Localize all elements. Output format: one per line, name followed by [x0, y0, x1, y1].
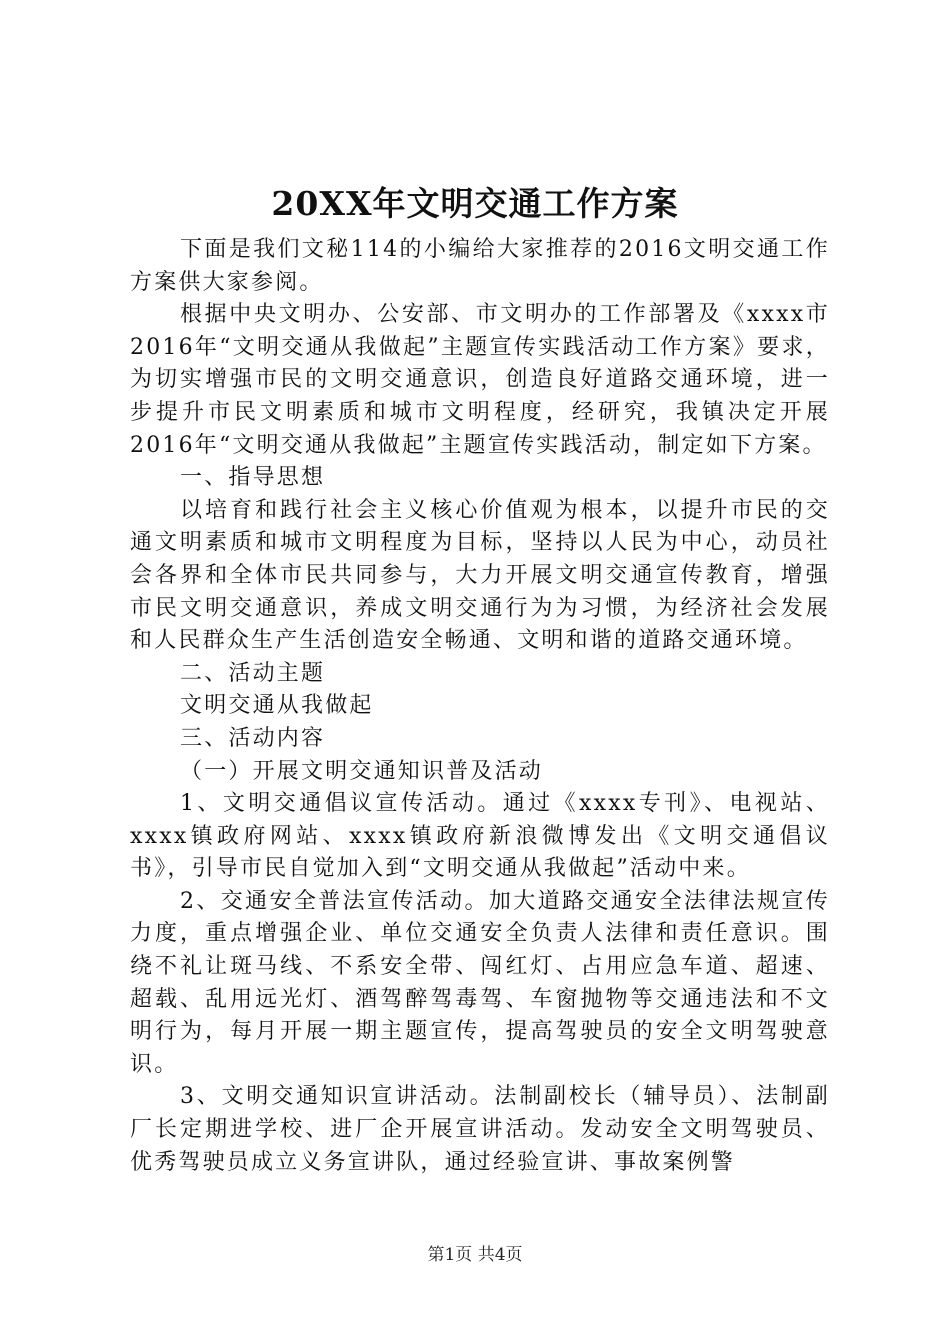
section-heading-guiding-ideology: 一、指导思想	[180, 465, 326, 491]
paragraph-guiding-ideology: 以培育和践行社会主义核心价值观为根本，以提升市民的交通文明素质和城市文明程度为目标，坚持以人民为中心，动员社会各界和全体市民共同参与，大力开展文明交通宣传教育，增强市民文明交通意识，养成文明交通行为为习惯，为经济社会发展和人民群众生产生活创造安全畅通、文明和谐的道路交通环境。	[130, 497, 830, 654]
section-heading-activity-content: 三、活动内容	[180, 725, 326, 751]
subsection-heading-knowledge: （一）开展文明交通知识普及活动	[180, 758, 544, 784]
page-footer: 第1页 共4页	[427, 1245, 523, 1265]
paragraph-background: 根据中央文明办、公安部、市文明办的工作部署及《xxxx市2016年“文明交通从我做起”主题宣传实践活动工作方案》要求，为切实增强市民的文明交通意识，创造良好道路交通环境，进一步提升市民文明素质和城市文明程度，经研究，我镇决定开展2016年“文明交通从我做起”主题宣传实践活动，制定如下方案。	[130, 302, 830, 458]
document-body	[130, 234, 830, 1179]
paragraph-intro: 下面是我们文秘114的小编给大家推荐的2016文明交通工作方案供大家参阅。	[130, 237, 830, 295]
section-heading-activity-theme: 二、活动主题	[180, 660, 326, 686]
document-title: 20XX年文明交通工作方案	[271, 184, 679, 223]
paragraph-activity-theme: 文明交通从我做起	[180, 693, 374, 719]
paragraph-item-2: 2、交通安全普法宣传活动。加大道路交通安全法律法规宣传力度，重点增强企业、单位交通安全负责人法律和责任意识。围绕不礼让斑马线、不系安全带、闯红灯、占用应急车道、超速、超载、乱用远光灯、酒驾醉驾毒驾、车窗抛物等交通违法和不文明行为，每月开展一期主题宣传，提高驾驶员的安全文明驾驶意识。	[130, 888, 830, 1077]
paragraph-item-1: 1、文明交通倡议宣传活动。通过《xxxx专刊》、电视站、xxxx镇政府网站、xxxx镇政府新浪微博发出《文明交通倡议书》，引导市民自觉加入到“文明交通从我做起”活动中来。	[130, 791, 830, 882]
paragraph-item-3: 3、文明交通知识宣讲活动。法制副校长（辅导员）、法制副厂长定期进学校、进厂企开展宣讲活动。发动安全文明驾驶员、优秀驾驶员成立义务宣讲队，通过经验宣讲、事故案例警	[130, 1084, 830, 1175]
